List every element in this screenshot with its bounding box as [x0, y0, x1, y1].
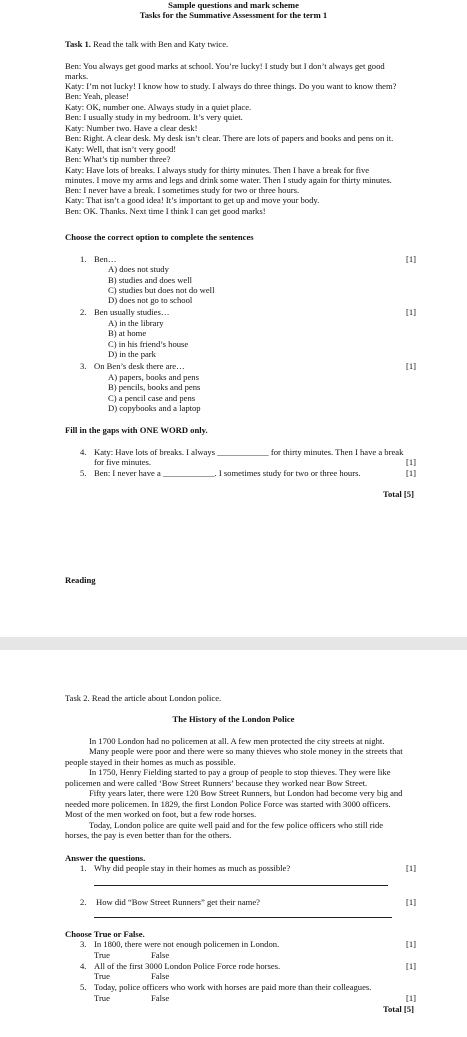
article-line: people stayed in their homes as much as possible.: [65, 757, 236, 767]
dialogue-line: minutes. I move my arms and legs and drink some water. Then I study again for thirty minutes.: [65, 175, 392, 185]
task2-heading-line: [65, 694, 221, 704]
document-page-2: [0, 650, 467, 1037]
dialogue-line: Ben: You always get good marks at school. You’re lucky! I study but I don’t always get good: [65, 61, 385, 71]
task1-heading-line: [65, 40, 228, 50]
option: A) in the library: [108, 318, 164, 328]
question-number: 1.: [80, 254, 87, 264]
question-text: Today, police officers who work with horses are paid more than their colleagues.: [94, 982, 372, 992]
dialogue-line: Ben: I usually study in my bedroom. It’s very quiet.: [65, 112, 243, 122]
true-option[interactable]: True: [94, 971, 110, 981]
false-option[interactable]: False: [151, 993, 170, 1003]
option: C) in his friend’s house: [108, 339, 189, 349]
article-line: Most of the men worked on foot, but a few rode horses.: [65, 809, 257, 819]
task2-instruction: Read the article about London police.: [91, 693, 222, 703]
question-number: 5.: [80, 982, 87, 992]
option: D) in the park: [108, 349, 156, 359]
answer-heading: Answer the questions.: [65, 853, 146, 863]
dialogue-line: Ben: Right. A clear desk. My desk isn’t clear. There are lots of papers and books and pens on it.: [65, 133, 394, 143]
true-option[interactable]: True: [94, 993, 110, 1003]
true-option[interactable]: True: [94, 950, 110, 960]
question-number: 2.: [80, 307, 87, 317]
task1-heading: Task 1.: [65, 39, 91, 49]
mark: [1]: [406, 468, 417, 478]
mark: [1]: [406, 961, 417, 971]
question-number: 3.: [80, 939, 87, 949]
dialogue-line: Katy: Well, that isn’t very good!: [65, 144, 177, 154]
article-line: Fifty years later, there were 120 Bow Street Runners, but London had become very big and: [89, 788, 403, 798]
mark: [1]: [406, 307, 417, 317]
dialogue-line: Ben: Yeah, please!: [65, 91, 129, 101]
article-line: In 1750, Henry Fielding started to pay a group of people to stop thieves. They were like: [89, 767, 391, 777]
question-stem: Ben usually studies…: [94, 307, 170, 317]
gaps-heading: Fill in the gaps with ONE WORD only.: [65, 425, 208, 435]
dialogue-line: Katy: OK, number one. Always study in a quiet place.: [65, 102, 252, 112]
article-line: policemen and were called ‘Bow Street Runners’ because they worked near Bow Street.: [65, 778, 368, 788]
option: A) papers, books and pens: [108, 372, 199, 382]
question-stem: Ben…: [94, 254, 117, 264]
mark: [1]: [406, 897, 417, 907]
article-line: horses, the pay is even better than for the others.: [65, 830, 232, 840]
option: B) pencils, books and pens: [108, 382, 201, 392]
article-line: Many people were poor and there were so many thieves who stole money in the streets that: [89, 746, 403, 756]
dialogue-line: Ben: What’s tip number three?: [65, 154, 171, 164]
question-text: Why did people stay in their homes as much as possible?: [94, 863, 291, 873]
question-number: 5.: [80, 468, 87, 478]
option: A) does not study: [108, 264, 169, 274]
mark: [1]: [406, 993, 417, 1003]
mark: [1]: [406, 939, 417, 949]
task2-heading: Task 2.: [65, 693, 90, 703]
question-number: 1.: [80, 863, 87, 873]
answer-line[interactable]: [94, 885, 388, 886]
question-text: In 1800, there were not enough policemen in London.: [94, 939, 280, 949]
dialogue-line: marks.: [65, 71, 89, 81]
question-text: All of the first 3000 London Police Force rode horses.: [94, 961, 281, 971]
question-number: 4.: [80, 961, 87, 971]
mark: [1]: [406, 254, 417, 264]
article-line: In 1700 London had no policemen at all. A few men protected the city streets at night.: [89, 736, 385, 746]
question-text: How did “Bow Street Runners” get their name?: [96, 897, 260, 907]
question-number: 2.: [80, 897, 87, 907]
option: D) copybooks and a laptop: [108, 403, 201, 413]
false-option[interactable]: False: [151, 950, 170, 960]
question-stem: On Ben’s desk there are…: [94, 361, 185, 371]
section-heading: Reading: [65, 575, 96, 585]
total-score: Total [5]: [383, 1004, 414, 1014]
question-number: 3.: [80, 361, 87, 371]
false-option[interactable]: False: [151, 971, 170, 981]
option: D) does not go to school: [108, 295, 193, 305]
option: B) at home: [108, 328, 147, 338]
mark: [1]: [406, 863, 417, 873]
option: C) studies but does not do well: [108, 285, 215, 295]
document-subtitle: Tasks for the Summative Assessment for the term 1: [139, 10, 328, 20]
question-number: 4.: [80, 447, 87, 457]
option: B) studies and does well: [108, 275, 193, 285]
task1-instruction: Read the talk with Ben and Katy twice.: [93, 39, 229, 49]
tf-heading: Choose True or False.: [65, 929, 145, 939]
dialogue-line: Ben: I never have a break. I sometimes study for two or three hours.: [65, 185, 300, 195]
gap-question-5: Ben: I never have a ____________. I sometimes study for two or three hours.: [94, 468, 361, 478]
total-score: Total [5]: [383, 489, 414, 499]
choose-heading: Choose the correct option to complete the sentences: [65, 232, 254, 242]
article-line: needed more policemen. In 1829, the first London Police Force was started with 3000 officers.: [65, 799, 391, 809]
gap-question-4: Katy: Have lots of breaks. I always ____________ for thirty minutes. Then I have a break: [94, 447, 404, 457]
answer-line[interactable]: [94, 917, 392, 918]
article-title: The History of the London Police: [172, 714, 295, 724]
dialogue-line: Ben: OK. Thanks. Next time I think I can get good marks!: [65, 206, 266, 216]
dialogue-line: Katy: That isn’t a good idea! It’s important to get up and move your body.: [65, 195, 320, 205]
mark: [1]: [406, 457, 417, 467]
dialogue-line: Katy: Number two. Have a clear desk!: [65, 123, 198, 133]
option: C) a pencil case and pens: [108, 393, 196, 403]
dialogue-line: Katy: Have lots of breaks. I always study for thirty minutes. Then I have a break for five: [65, 165, 370, 175]
dialogue-line: Katy: I’m not lucky! I know how to study. I always do three things. Do you want to know them?: [65, 81, 397, 91]
article-line: Today, London police are quite well paid and for the few police officers who still ride: [89, 820, 384, 830]
gap-question-4-cont: for five minutes.: [94, 457, 152, 467]
document-title: Sample questions and mark scheme: [168, 0, 299, 10]
mark: [1]: [406, 361, 417, 371]
